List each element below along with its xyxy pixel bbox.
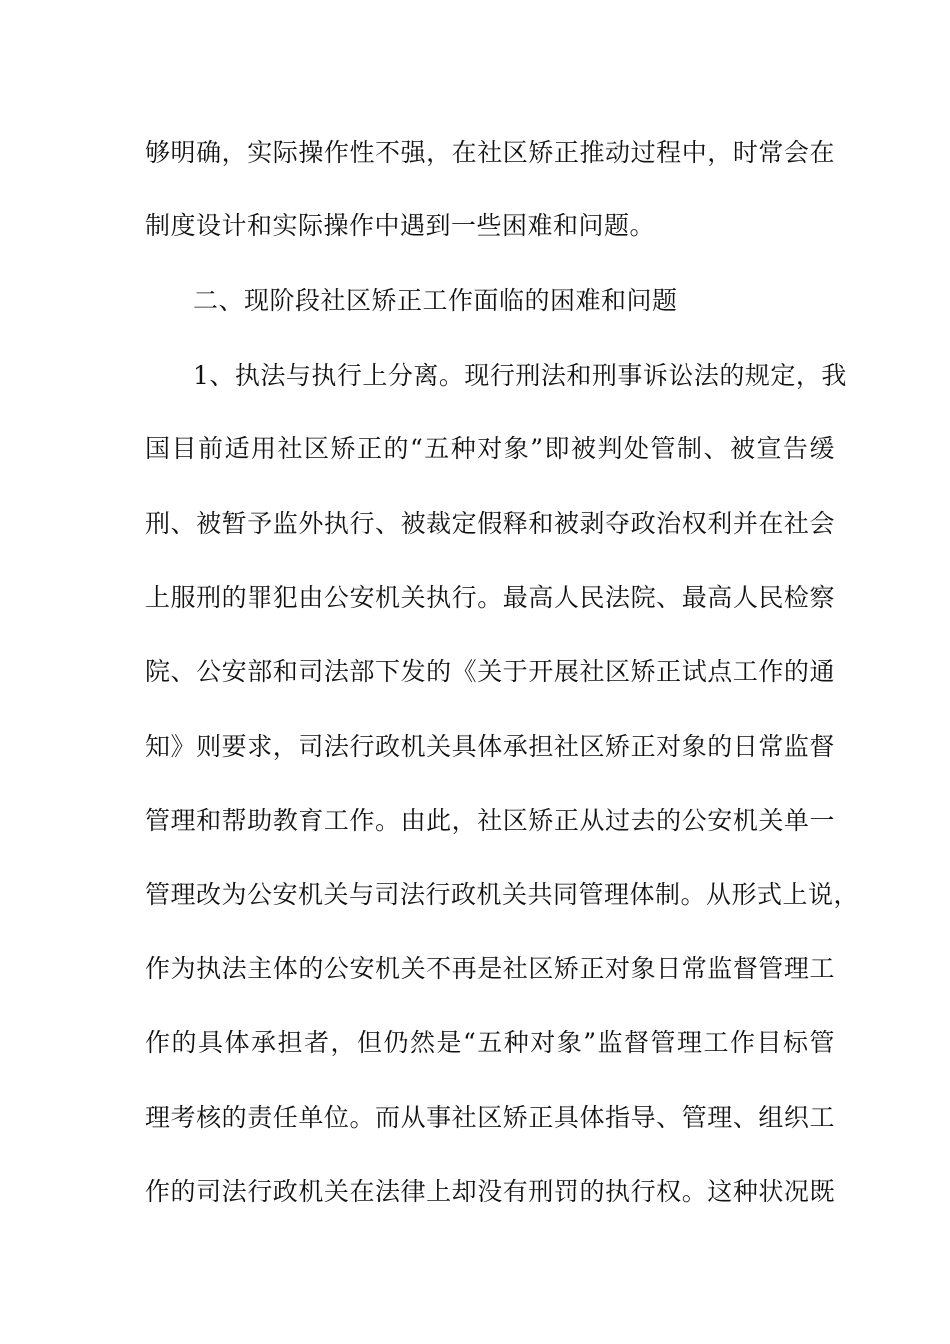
paragraph-line: 管理和帮助教育工作。由此，社区矫正从过去的公安机关单一 xyxy=(145,806,835,835)
paragraph-line: 院、公安部和司法部下发的《关于开展社区矫正试点工作的通 xyxy=(145,657,835,686)
paragraph-line: 1、执法与执行上分离。现行刑法和刑事诉讼法的规定，我 xyxy=(193,361,847,390)
paragraph-line: 够明确，实际操作性不强，在社区矫正推动过程中，时常会在 xyxy=(145,138,835,167)
section-heading: 二、现阶段社区矫正工作面临的困难和问题 xyxy=(193,286,678,315)
paragraph-line: 作的司法行政机关在法律上却没有刑罚的执行权。这种状况既 xyxy=(145,1177,835,1206)
paragraph-line: 知》则要求，司法行政机关具体承担社区矫正对象的日常监督 xyxy=(145,732,835,761)
paragraph-line: 理考核的责任单位。而从事社区矫正具体指导、管理、组织工 xyxy=(145,1103,835,1132)
paragraph-line: 制度设计和实际操作中遇到一些困难和问题。 xyxy=(145,211,656,240)
paragraph-line: 国目前适用社区矫正的“五种对象”即被判处管制、被宣告缓 xyxy=(145,434,835,463)
paragraph-line: 作为执法主体的公安机关不再是社区矫正对象日常监督管理工 xyxy=(145,954,835,983)
paragraph-line: 管理改为公安机关与司法行政机关共同管理体制。从形式上说， xyxy=(145,880,860,909)
paragraph-line: 刑、被暂予监外执行、被裁定假释和被剥夺政治权利并在社会 xyxy=(145,509,835,538)
paragraph-line: 作的具体承担者，但仍然是“五种对象”监督管理工作目标管 xyxy=(145,1028,835,1057)
paragraph-line: 上服刑的罪犯由公安机关执行。最高人民法院、最高人民检察 xyxy=(145,583,835,612)
